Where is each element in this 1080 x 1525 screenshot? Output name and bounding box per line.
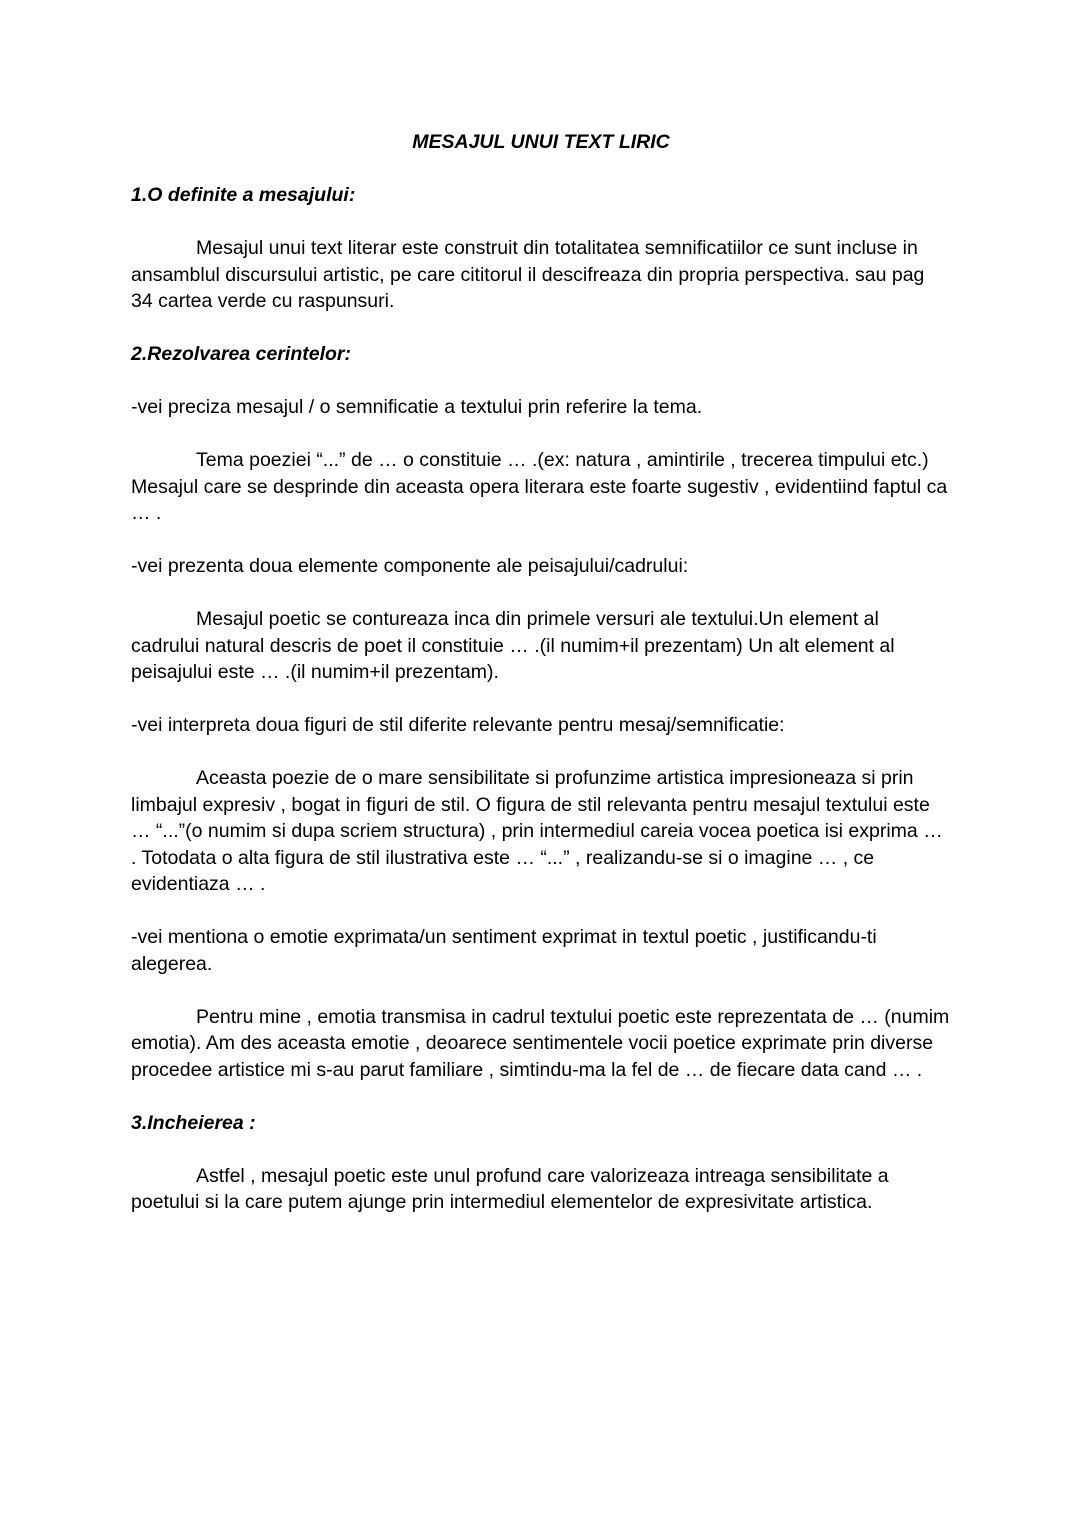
requirement-item-theme: -vei preciza mesajul / o semnificatie a textului prin referire la tema. [131, 396, 703, 418]
section-heading-requirements: 2.Rezolvarea cerintelor: [131, 343, 352, 365]
conclusion-paragraph: Astfel , mesajul poetic este unul profund care valorizeaza intreaga sensibilitate a poetului si la care putem ajunge prin intermediul elementelor de expresivitate artistica. [131, 1164, 889, 1213]
requirement-item-emotion: -vei mentiona o emotie exprimata/un sentiment exprimat in textul poetic , justificandu-ti alegerea. [131, 926, 877, 975]
landscape-paragraph: Mesajul poetic se contureaza inca din primele versuri ale textului.Un element al cadrului natural descris de poet il constituie … .(il numim+il prezentam) Un alt element al peisajului este … .(il numim+il prezentam). [131, 608, 895, 683]
requirement-item-landscape: -vei prezenta doua elemente componente ale peisajului/cadrului: [131, 555, 689, 577]
section-heading-definition: 1.O definite a mesajului: [131, 184, 356, 206]
document-title: MESAJUL UNUI TEXT LIRIC [412, 131, 670, 153]
definition-paragraph: Mesajul unui text literar este construit din totalitatea semnificatiilor ce sunt incluse in ansamblul discursului artistic, pe care cititorul il descifreaza din propria perspectiva. sau pag 34 cartea verde cu raspunsuri. [131, 237, 925, 312]
emotion-paragraph: Pentru mine , emotia transmisa in cadrul textului poetic este reprezentata de … (numim emotia). Am des aceasta emotie , deoarece sentimentele vocii poetice exprimate prin diverse procedee artistice mi s-au parut familiare , simtindu-ma la fel de … de fiecare data cand … . [131, 1005, 950, 1081]
requirement-item-figures: -vei interpreta doua figuri de stil diferite relevante pentru mesaj/semnificatie: [131, 714, 785, 736]
section-heading-conclusion: 3.Incheierea : [131, 1111, 256, 1134]
theme-paragraph: Tema poeziei “...” de … o constituie … .(ex: natura , amintirile , trecerea timpului etc.) Mesajul care se desprinde din aceasta opera literara este foarte sugestiv , evidentiind faptul ca … . [131, 449, 948, 524]
document-body [131, 129, 951, 1242]
figures-paragraph: Aceasta poezie de o mare sensibilitate si profunzime artistica impresioneaza si prin limbajul expresiv , bogat in figuri de stil. O figura de stil relevanta pentru mesajul textului este … “...”(o numim si dupa scriem structura) , prin intermediul careia vocea poetica isi exprima … . Totodata o alta figura de stil ilustrativa este … “...” , realizandu-se si o imagine … , ce evidentiaza … . [131, 767, 943, 895]
